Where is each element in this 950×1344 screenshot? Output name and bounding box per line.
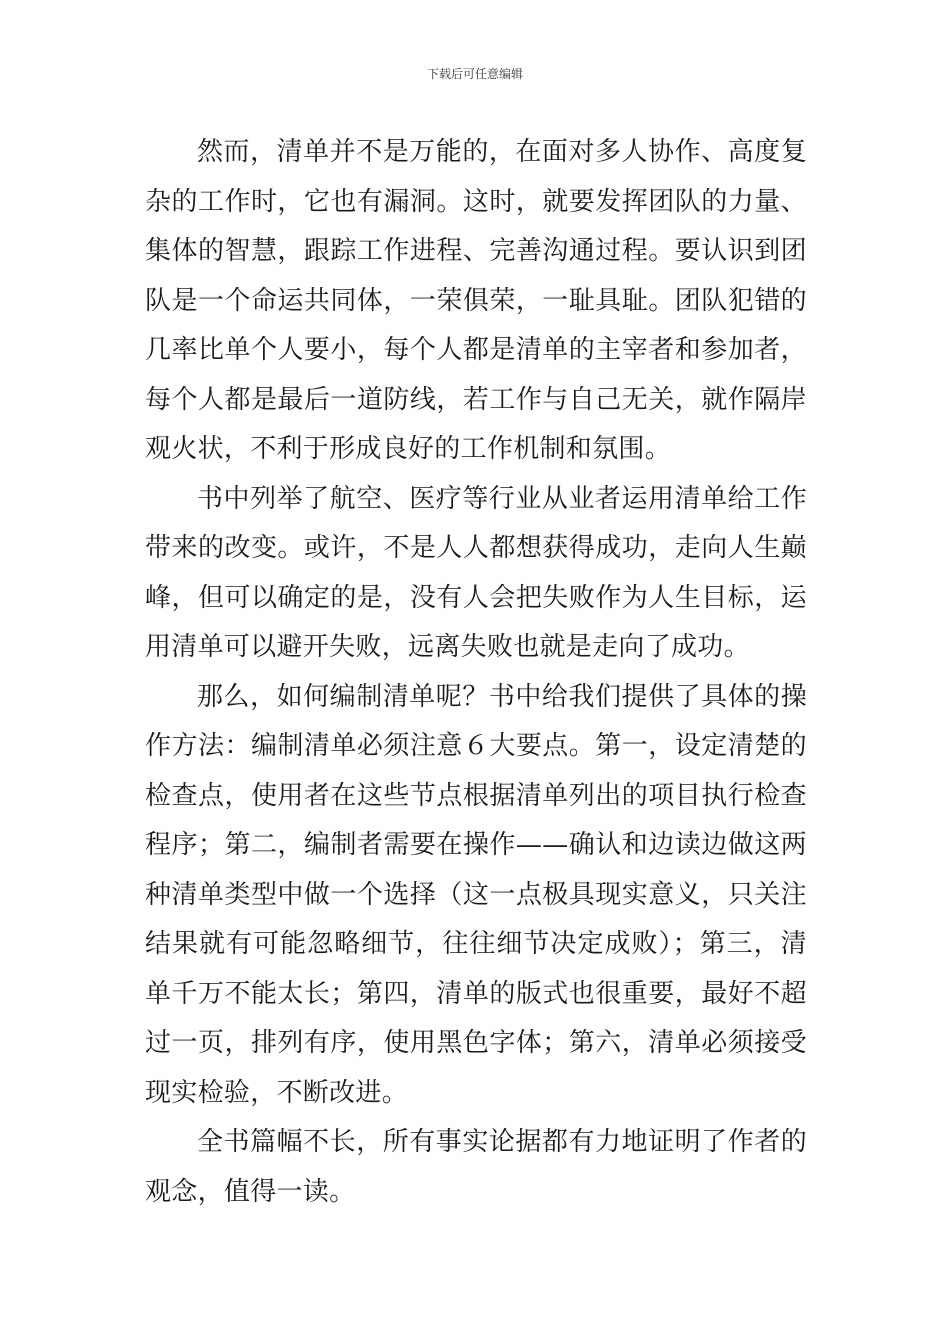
paragraph-3: 那么，如何编制清单呢？书中给我们提供了具体的操作方法：编制清单必须注意６大要点。第一，设定清楚的检查点，使用者在这些节点根据清单列出的项目执行检查程序；第二，编制者需要在操作——确认和边读边做这两种清单类型中做一个选择（这一点极具现实意义，只关注结果就有可能忽略细节，往往细节决定成败）；第三，清单千万不能太长；第四，清单的版式也很重要，最好不超过一页，排列有序，使用黑色字体；第六，清单必须接受现实检验，不断改进。 xyxy=(145,681,807,1108)
document-body xyxy=(145,128,807,1217)
paragraph-2: 书中列举了航空、医疗等行业从业者运用清单给工作带来的改变。或许，不是人人都想获得成功，走向人生巅峰，但可以确定的是，没有人会把失败作为人生目标，运用清单可以避开失败，远离失败也就是走向了成功。 xyxy=(145,483,807,662)
paragraph-1: 然而，清单并不是万能的，在面对多人协作、高度复杂的工作时，它也有漏洞。这时，就要发挥团队的力量、集体的智慧，跟踪工作进程、完善沟通过程。要认识到团队是一个命运共同体，一荣俱荣，一耻具耻。团队犯错的几率比单个人要小，每个人都是清单的主宰者和参加者，每个人都是最后一道防线，若工作与自己无关，就作隔岸观火状，不利于形成良好的工作机制和氛围。 xyxy=(145,137,807,464)
paragraph-4: 全书篇幅不长，所有事实论据都有力地证明了作者的观念，值得一读。 xyxy=(145,1127,807,1207)
page-header: 下载后可任意编辑 xyxy=(426,67,523,81)
